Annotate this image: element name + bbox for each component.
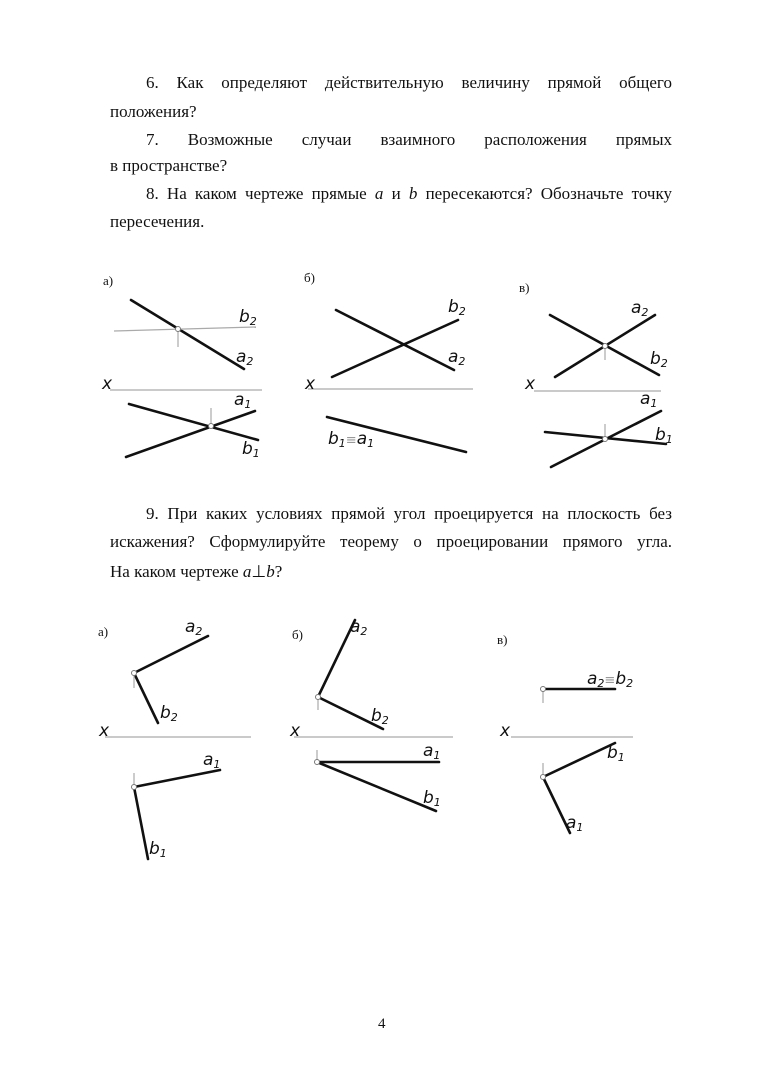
line-a2 (134, 636, 208, 673)
label-a1: a1 (234, 390, 252, 411)
projection-ticks (134, 329, 605, 787)
line-b1 (317, 762, 436, 811)
line-a2 (131, 300, 244, 369)
question-9-line-1: 9. При каких условиях прямой угол проецируется на плоскость без (146, 504, 672, 523)
question-9-line-2: искажения? Сформулируйте теорему о проецировании прямого угла. (110, 532, 672, 551)
question-6-line-1: 6. Как определяют действительную величину прямой общего (146, 73, 672, 92)
label-a2: a2 (350, 617, 368, 638)
label-b1: b1 (655, 425, 673, 446)
label-b2: b2 (650, 349, 668, 370)
figure-label-b: б) (304, 270, 315, 285)
question-8-line-2: пересечения. (110, 212, 205, 231)
line-b2-projecting (114, 327, 256, 331)
label-b1: b1 (423, 788, 441, 809)
points (132, 327, 608, 790)
axis-label-x: x (525, 374, 536, 394)
figure-label-c: в) (497, 632, 508, 647)
figure-label-a: а) (98, 624, 109, 639)
label-b1: b1 (149, 839, 167, 860)
figure-label-a: а) (103, 273, 114, 288)
line-a1 (134, 770, 220, 787)
line-b1 (134, 787, 148, 859)
label-b1: b1 (242, 439, 260, 460)
page-number: 4 (378, 1016, 386, 1032)
question-7-line-2: в пространстве? (110, 156, 228, 175)
label-a1: a1 (423, 741, 441, 762)
question-6-line-2: положения? (110, 102, 197, 121)
var-b: b (408, 184, 418, 203)
label-a1: a1 (640, 389, 658, 410)
text: 8. На каком чертеже прямые (146, 184, 375, 203)
var-b: b (266, 562, 275, 581)
axis-label-x: x (102, 374, 113, 394)
label-a1: a1 (203, 750, 221, 771)
question-7-line-1: 7. Возможные случаи взаимного расположения прямых (146, 130, 672, 149)
label-a1: a1 (566, 813, 584, 834)
label-b1: b1 (607, 743, 625, 764)
label-b1-equiv-a1: b1≡a1 (328, 429, 375, 450)
var-a: a (374, 184, 384, 203)
axis-label-x: x (99, 721, 110, 741)
text: пересекаются? Обозначьте точку (417, 184, 672, 203)
figure-label-b: б) (292, 627, 303, 642)
label-b2: b2 (160, 703, 178, 724)
label-a2: a2 (631, 298, 649, 319)
text: На каком чертеже (110, 562, 243, 581)
label-a2: a2 (185, 617, 203, 638)
label-a2: a2 (448, 347, 466, 368)
label-a2-equiv-b2: a2≡b2 (587, 669, 634, 690)
line-b1 (543, 743, 615, 777)
label-b2: b2 (371, 706, 389, 727)
label-b2: b2 (239, 307, 257, 328)
axis-label-x: x (290, 721, 301, 741)
label-a2: a2 (236, 347, 254, 368)
line-b2 (134, 673, 158, 723)
figure-label-c: в) (519, 280, 530, 295)
text: ? (274, 562, 283, 581)
axis-label-x: x (305, 374, 316, 394)
axis-label-x: x (500, 721, 511, 741)
label-b2: b2 (448, 297, 466, 318)
perp-symbol: ⊥ (251, 562, 267, 581)
var-a: a (242, 562, 252, 581)
line-a2 (336, 310, 454, 370)
line-b2 (332, 320, 458, 377)
text: и (383, 184, 409, 203)
